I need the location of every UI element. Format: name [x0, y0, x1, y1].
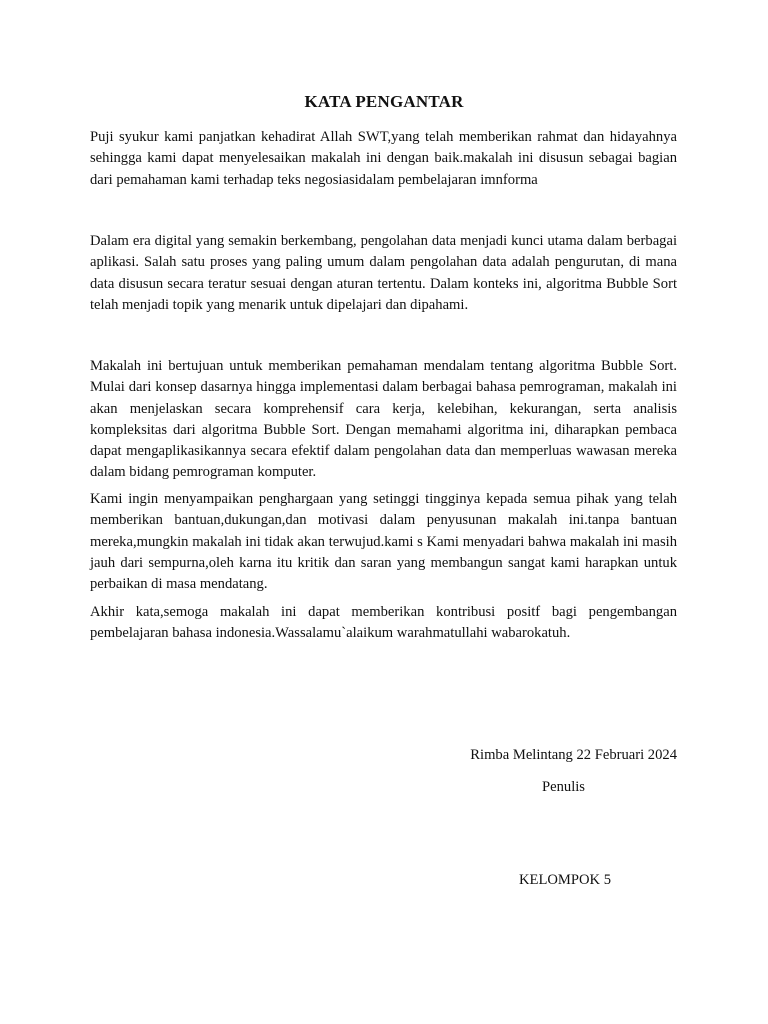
paragraph-context: Dalam era digital yang semakin berkembang, pengolahan data menjadi kunci utama dalam berbagai aplikasi. Salah satu proses yang paling umum dalam pengolahan data adalah pengurutan, di mana data disusun secara teratur sesuai dengan aturan tertentu. Dalam konteks ini, algoritma Bubble Sort telah menjadi topik yang menarik untuk dipelajari dan dipahami. — [90, 233, 677, 313]
paragraph-opening: Puji syukur kami panjatkan kehadirat Allah SWT,yang telah memberikan rahmat dan hidayahnya sehingga kami dapat menyelesaikan makalah ini dengan baik.makalah ini disusun sebagai bagian dari pemahaman kami terhadap teks negosiasidalam pembelajaran imnforma — [90, 129, 677, 188]
paragraph-acknowledgement: Kami ingin menyampaikan penghargaan yang setinggi tingginya kepada semua pihak yang telah memberikan bantuan,dukungan,dan motivasi dalam penyusunan makalah ini.tanpa bantuan mereka,mungkin makalah ini tidak akan terwujud.kami s Kami menyadari bahwa makalah ini masih jauh dari sempurna,oleh karna itu kritik dan saran yang membangun sangat kami harapkan untuk perbaikan di masa mendatang. — [90, 491, 677, 593]
page-title: KATA PENGANTAR — [304, 92, 464, 111]
paragraph-closing: Akhir kata,semoga makalah ini dapat memberikan kontribusi positf bagi pengembangan pembelajaran bahasa indonesia.Wassalamu`alaikum warahmatullahi wabarokatuh. — [90, 604, 677, 642]
signature-place-date: Rimba Melintang 22 Februari 2024 — [470, 747, 677, 763]
signature-writer: Penulis — [542, 779, 585, 795]
paragraph-purpose: Makalah ini bertujuan untuk memberikan pemahaman mendalam tentang algoritma Bubble Sort. Mulai dari konsep dasarnya hingga implementasi dalam berbagai bahasa pemrograman, makalah ini akan menjelaskan secara komprehensif cara kerja, kelebihan, kekurangan, serta analisis kompleksitas dari algoritma Bubble Sort. Dengan memahami algoritma ini, diharapkan pembaca dapat mengaplikasikannya secara efektif dalam pengolahan data dan memperluas wawasan mereka dalam bidang pemrograman komputer. — [90, 358, 677, 481]
signature-group: KELOMPOK 5 — [519, 872, 612, 888]
